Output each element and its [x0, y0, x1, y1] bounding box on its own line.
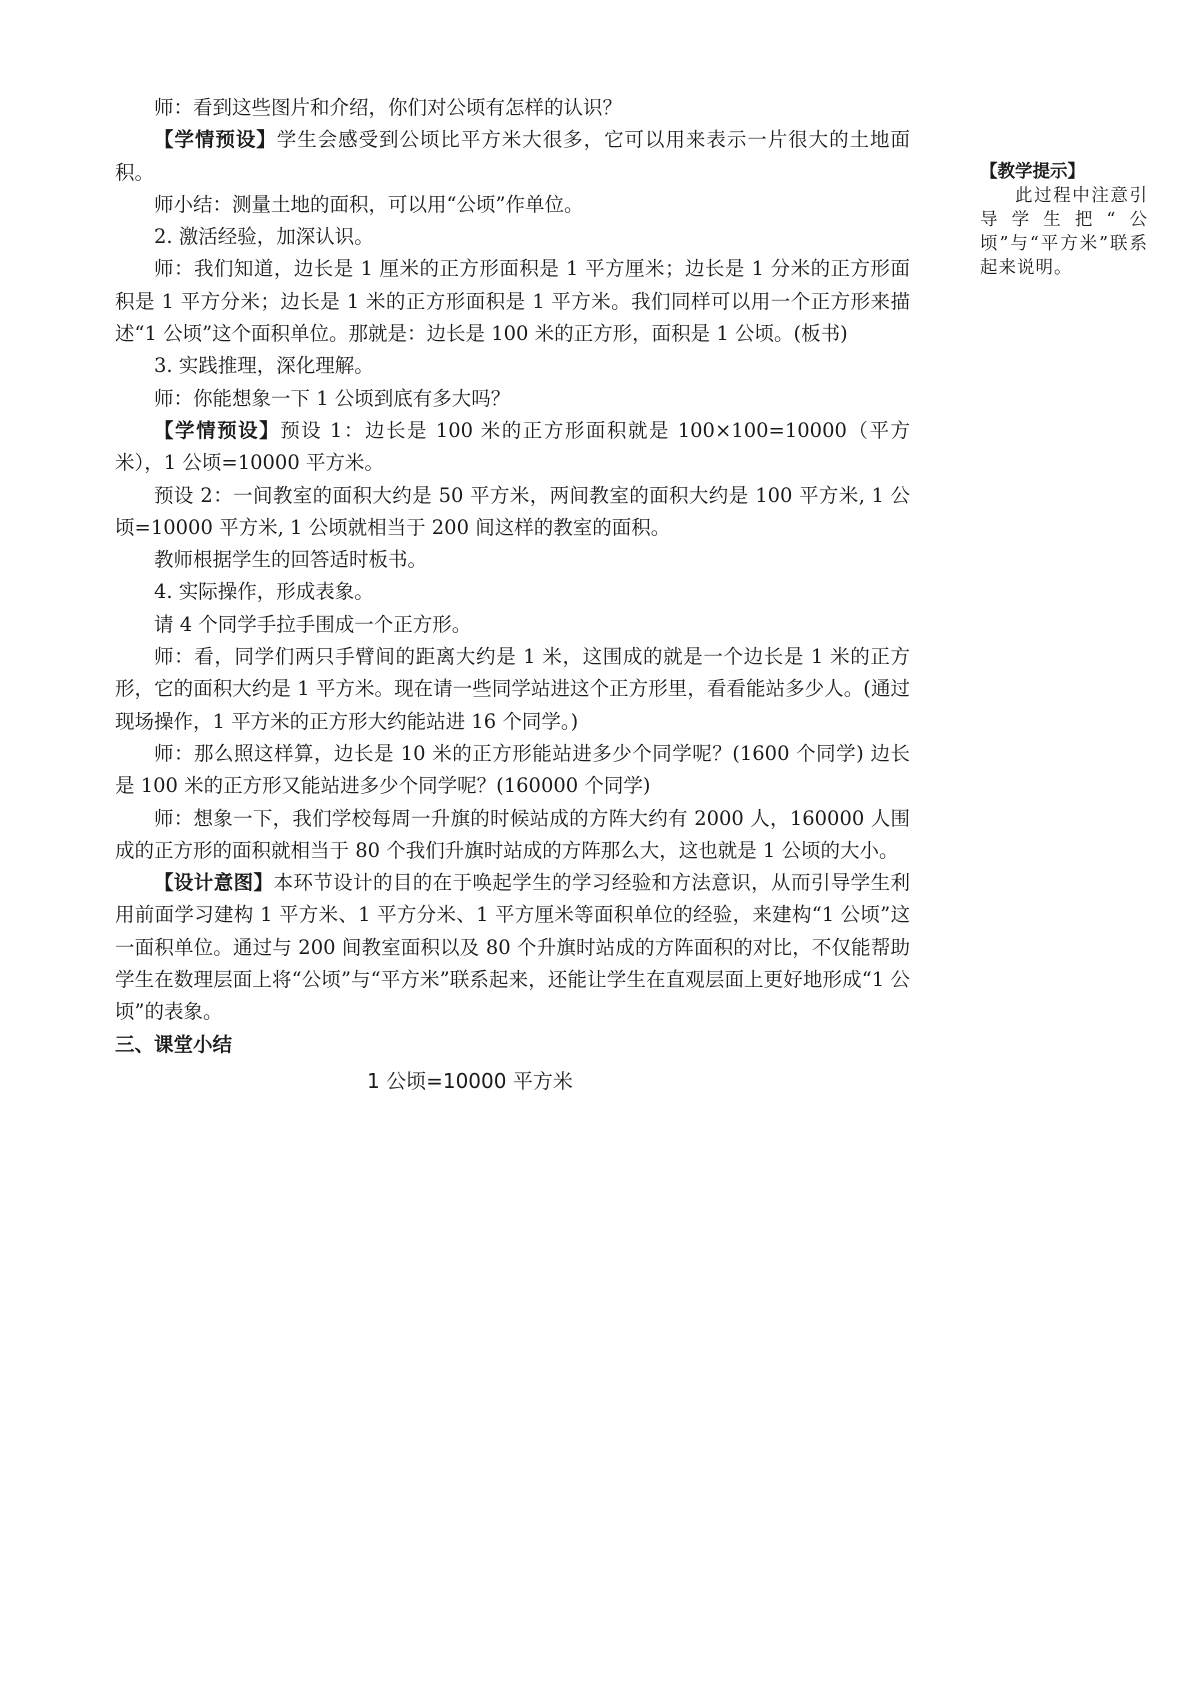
paragraph-text: 4. 实际操作，形成表象。 — [154, 580, 374, 604]
paragraph — [115, 221, 910, 253]
paragraph-text: 师：我们知道，边长是 1 厘米的正方形面积是 1 平方厘米；边长是 1 分米的正方形面积是 1 平方分米；边长是 1 米的正方形面积是 1 平方米。我们同样可以用一个正方形来描述“1 公顷”这个面积单位。那就是：边长是 100 米的正方形，面积是 1 公顷。(板书) — [115, 257, 910, 346]
paragraph — [115, 383, 910, 415]
paragraph-text: 本环节设计的目的在于唤起学生的学习经验和方法意识，从而引导学生利用前面学习建构 1 平方米、1 平方分米、1 平方厘米等面积单位的经验，来建构“1 公顷”这一面积单位。通过与 200 间教室面积以及 80 个升旗时站成的方阵面积的对比，不仅能帮助学生在数理层面上将“公顷”与“平方米”联系起来，还能让学生在直观层面上更好地形成“1 公顷”的表象。 — [115, 871, 910, 1024]
paragraph-text: 师：看，同学们两只手臂间的距离大约是 1 米，这围成的就是一个边长是 1 米的正方形，它的面积大约是 1 平方米。现在请一些同学站进这个正方形里，看看能站多少人。(通过现场操作，1 平方米的正方形大约能站进 16 个同学。) — [115, 645, 910, 733]
paragraph-text: 学生会感受到公顷比平方米大很多，它可以用来表示一片很大的土地面积。 — [115, 128, 910, 184]
paragraph — [115, 576, 910, 608]
paragraph-text: 预设 2：一间教室的面积大约是 50 平方米，两间教室的面积大约是 100 平方米, 1 公顷=10000 平方米, 1 公顷就相当于 200 间这样的教室的面积。 — [115, 483, 910, 539]
main-content — [115, 92, 910, 1097]
teaching-tip-sidebar — [980, 160, 1148, 280]
tag-label: 【学情预设】 — [154, 128, 277, 152]
paragraph — [115, 609, 910, 641]
paragraph — [115, 350, 910, 382]
summary-formula: 1 公顷=10000 平方米 — [367, 1068, 573, 1093]
paragraph — [115, 189, 910, 221]
paragraph-text: 请 4 个同学手拉手围成一个正方形。 — [154, 612, 472, 636]
sidebar-title: 【教学提示】 — [980, 162, 1085, 182]
section-heading: 三、课堂小结 — [115, 1032, 233, 1056]
tag-label: 【学情预设】 — [154, 418, 281, 442]
paragraph — [115, 124, 910, 189]
paragraph-text: 2. 激活经验，加深认识。 — [154, 225, 374, 249]
paragraph — [115, 544, 910, 576]
paragraph — [115, 738, 910, 803]
paragraph-text: 3. 实践推理，深化理解。 — [154, 354, 374, 378]
paragraph — [115, 92, 910, 124]
sidebar-text: 此过程中注意引导学生把“公顷”与“平方米”联系起来说明。 — [980, 186, 1148, 278]
paragraph — [115, 253, 910, 350]
paragraph — [115, 415, 910, 480]
paragraph — [115, 867, 910, 1028]
paragraph-text: 师：想象一下，我们学校每周一升旗的时候站成的方阵大约有 2000 人，160000 人围成的正方形的面积就相当于 80 个我们升旗时站成的方阵那么大，这也就是 1 公顷的大小。 — [115, 806, 910, 862]
tag-label: 【设计意图】 — [154, 871, 274, 895]
paragraph-text: 预设 1：边长是 100 米的正方形面积就是 100×100=10000（平方米），1 公顷=10000 平方米。 — [115, 418, 910, 475]
paragraph — [115, 480, 910, 545]
paragraph-text: 教师根据学生的回答适时板书。 — [154, 548, 428, 572]
paragraph-text: 师：那么照这样算，边长是 10 米的正方形能站进多少个同学呢？(1600 个同学) 边长是 100 米的正方形又能站进多少个同学呢？(160000 个同学) — [115, 741, 910, 798]
paragraph — [115, 641, 910, 738]
paragraph-text: 师：看到这些图片和介绍，你们对公顷有怎样的认识？ — [154, 96, 623, 119]
paragraph-text: 师：你能想象一下 1 公顷到底有多大吗？ — [154, 386, 511, 410]
paragraph-text: 师小结：测量土地的面积，可以用“公顷”作单位。 — [154, 192, 584, 216]
paragraph — [115, 803, 910, 868]
